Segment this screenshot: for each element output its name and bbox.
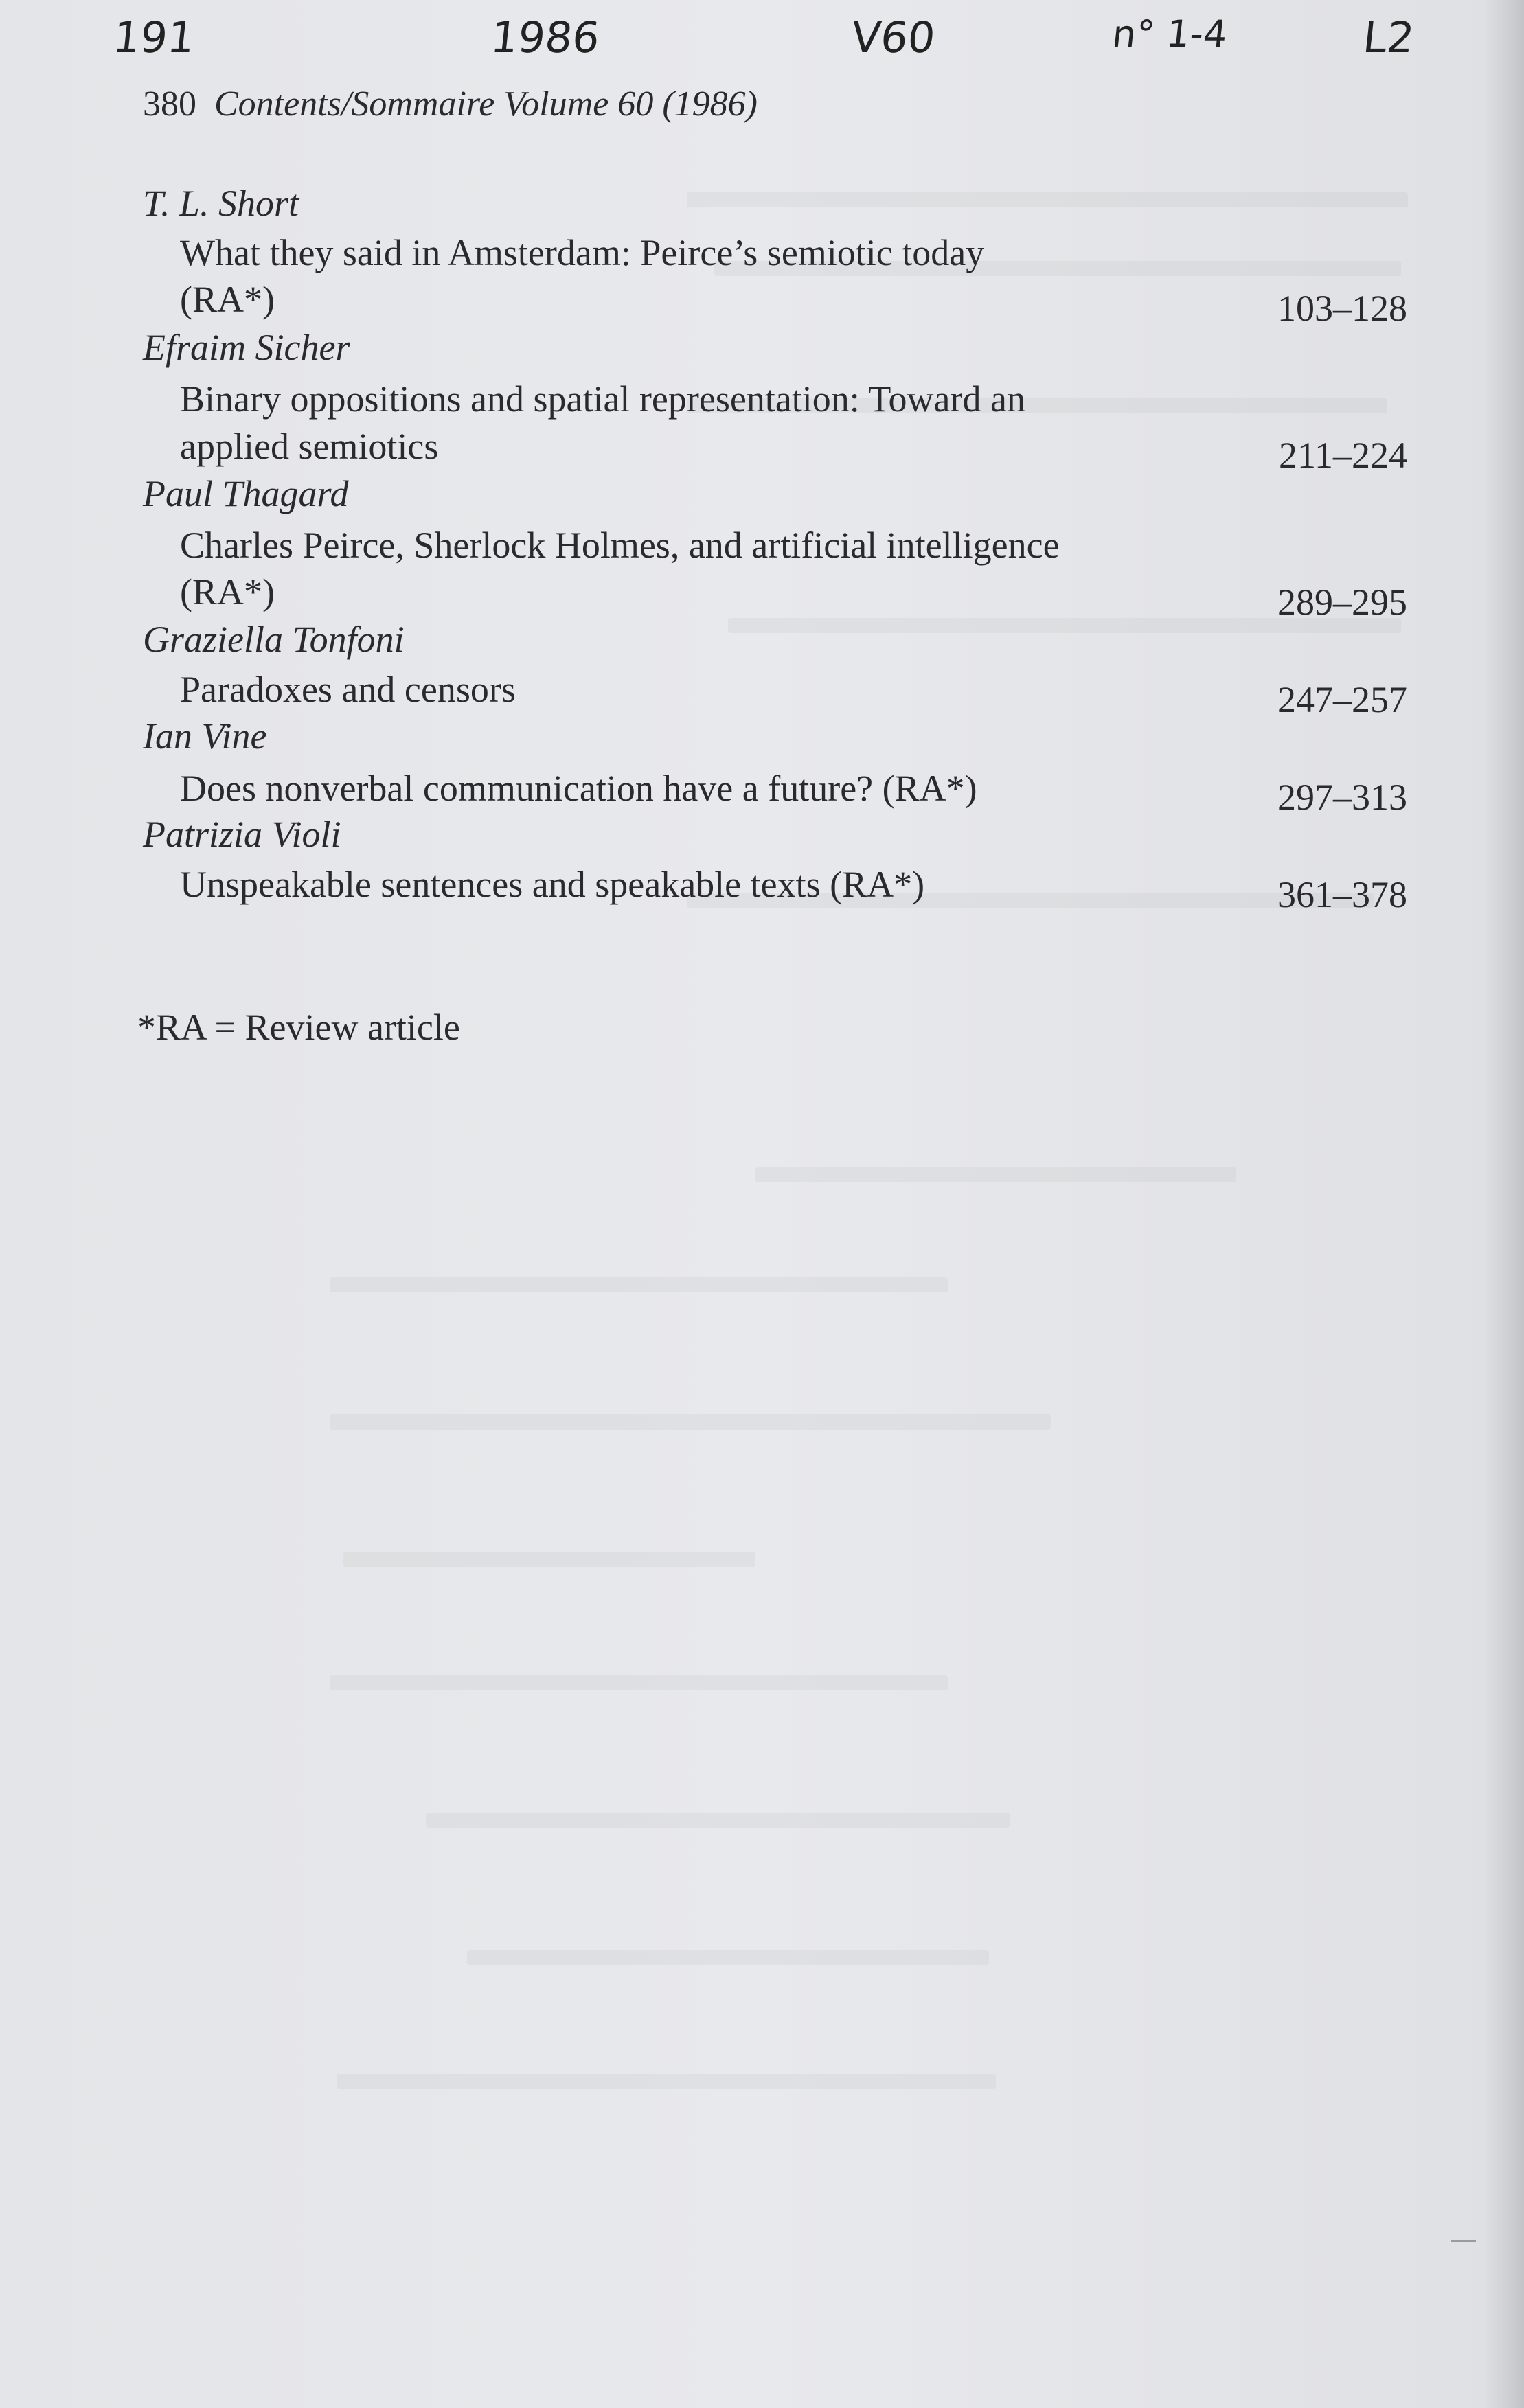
entry-author: Graziella Tonfoni bbox=[143, 619, 405, 660]
entry-title-line: (RA*) bbox=[180, 279, 275, 320]
entry-title-line: applied semiotics bbox=[180, 426, 439, 467]
page-number: 380 bbox=[143, 84, 196, 124]
bleed-through-line bbox=[337, 2074, 996, 2089]
entry-title-line: Charles Peirce, Sherlock Holmes, and artificial intelligence bbox=[180, 525, 1060, 566]
entry-pages: 289–295 bbox=[1277, 582, 1407, 623]
handwritten-note: 1986 bbox=[488, 12, 602, 62]
entry-author: Efraim Sicher bbox=[143, 327, 350, 368]
bleed-through-line bbox=[330, 1675, 948, 1690]
bleed-through-line bbox=[467, 1950, 989, 1965]
entry-title-line: Binary oppositions and spatial representation: Toward an bbox=[180, 378, 1025, 420]
running-title: Contents/Sommaire Volume 60 (1986) bbox=[214, 84, 758, 124]
handwritten-annotations bbox=[0, 12, 1524, 74]
bleed-through-line bbox=[687, 192, 1408, 207]
page-edge-shadow bbox=[1483, 0, 1524, 2408]
running-header bbox=[143, 84, 758, 124]
entry-pages: 211–224 bbox=[1279, 435, 1407, 476]
entry-pages: 247–257 bbox=[1277, 679, 1407, 720]
entry-pages: 297–313 bbox=[1277, 777, 1407, 818]
entry-author: Patrizia Violi bbox=[143, 814, 341, 855]
entry-pages: 361–378 bbox=[1277, 874, 1407, 915]
entry-pages: 103–128 bbox=[1277, 288, 1407, 329]
entry-author: Paul Thagard bbox=[143, 473, 349, 514]
handwritten-note: V60 bbox=[849, 12, 938, 62]
entry-title-line: Does nonverbal communication have a future? (RA*) bbox=[180, 768, 977, 809]
bleed-through-line bbox=[755, 1167, 1236, 1182]
bleed-through-line bbox=[426, 1813, 1010, 1828]
handwritten-note: L2 bbox=[1361, 12, 1417, 62]
entry-author: T. L. Short bbox=[143, 183, 299, 224]
edge-mark bbox=[1451, 2240, 1476, 2242]
entry-title-line: Paradoxes and censors bbox=[180, 669, 516, 710]
footnote: *RA = Review article bbox=[137, 1007, 460, 1048]
bleed-through-line bbox=[330, 1277, 948, 1292]
entry-author: Ian Vine bbox=[143, 715, 267, 757]
bleed-through-line bbox=[343, 1552, 755, 1567]
handwritten-note: n° 1-4 bbox=[1110, 12, 1229, 56]
bleed-through-line bbox=[330, 1414, 1051, 1430]
handwritten-note: 191 bbox=[111, 12, 198, 62]
entry-title-line: What they said in Amsterdam: Peirce’s semiotic today bbox=[180, 232, 985, 273]
entry-title-line: (RA*) bbox=[180, 571, 275, 612]
entry-title-line: Unspeakable sentences and speakable texts (RA*) bbox=[180, 864, 925, 905]
